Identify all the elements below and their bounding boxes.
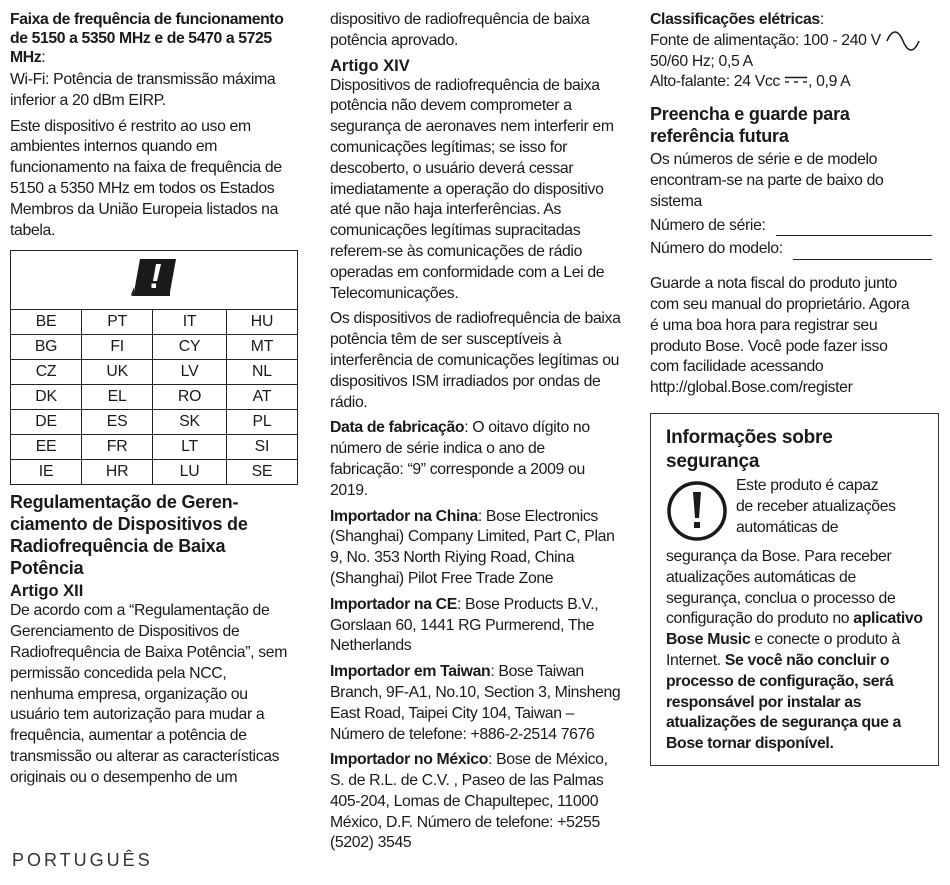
- ncc-regulation-heading: Regulamentação de Geren-ciamento de Dispositivos de Radiofrequência de Baixa Potência: [10, 492, 248, 579]
- dc-symbol-icon: [784, 76, 808, 84]
- country-row: [11, 460, 298, 485]
- country-code: DK: [11, 385, 82, 410]
- country-code: NL: [226, 360, 297, 385]
- country-code: CZ: [11, 360, 82, 385]
- country-code: EE: [11, 435, 82, 460]
- article-12-text: De acordo com a “Regulamentação de Gerenciamento de Dispositivos de Radiofrequência de Baixa Potência”, sem permissão concedida pela NCC, nenhuma empresa, organização ou usuário tem autorização para mudar a frequência, aumentar a potência de transmissão ou alterar as características originais ou o desempenho de um: [10, 602, 288, 786]
- country-code: LV: [153, 360, 227, 385]
- country-code: BE: [11, 310, 82, 335]
- mexico-importer: Importador no México: Bose de México, S. de R.L. de C.V. , Paseo de las Palmas 405-204, Lomas de Chapultepec, 11000 México, D.F. Número de telefone: +5255 (5202) 3545: [330, 751, 608, 852]
- exclamation-circle-icon: [666, 480, 728, 542]
- country-code: CY: [153, 335, 227, 360]
- country-code: IE: [11, 460, 82, 485]
- country-code: ES: [82, 410, 153, 435]
- country-code: BG: [11, 335, 82, 360]
- safety-icon-wrap: [666, 480, 736, 547]
- article-14-text: Dispositivos de radiofrequência de baixa potência não devem comprometer a segurança de aeronaves nem interferir em comunicações legítimas; se isso for descoberto, o usuário deverá cessar imediatamente a operação do dispositivo até que não haja interferências. As comunicações legítimas supracitadas referem-se às comunicações de rádio operadas em conformidade com a Lei de Telecomunicações.: [330, 76, 614, 302]
- ce-importer: Importador na CE: Bose Products B.V., Gorslaan 60, 1441 RG Purmerend, The Netherlands: [330, 595, 599, 655]
- power-supply-text-2: 50/60 Hz; 0,5 A: [650, 52, 753, 70]
- article-12-continuation: dispositivo de radiofrequência de baixa potência aprovado.: [330, 11, 590, 49]
- country-code: LU: [153, 460, 227, 485]
- serial-number-field[interactable]: Número de série:: [650, 216, 940, 237]
- safety-text-body: segurança da Bose. Para receber atualizações automáticas de segurança, conclua o processo de configuração do produto no aplicativo Bose Music e conecte o produto à Internet. Se você não concluir o processo de configuração, será responsável por instalar as atualizações de segurança que a Bose tornar disponível.: [666, 547, 923, 753]
- country-row: [11, 385, 298, 410]
- country-code: MT: [226, 335, 297, 360]
- column-1: [10, 10, 300, 789]
- language-footer: PORTUGUÊS: [12, 850, 153, 870]
- serial-number-line[interactable]: [776, 219, 932, 236]
- country-code: UK: [82, 360, 153, 385]
- column-2: [330, 10, 625, 854]
- safety-top-row: [666, 476, 928, 547]
- country-code: HU: [226, 310, 297, 335]
- country-code: PL: [226, 410, 297, 435]
- restriction-icon-cell: [11, 251, 298, 310]
- country-code: SK: [153, 410, 227, 435]
- country-code: SI: [226, 435, 297, 460]
- frequency-heading: Faixa de frequência de funcionamento de 5150 a 5350 MHz e de 5470 a 5725 MHz:: [10, 11, 284, 66]
- model-number-field[interactable]: Número do modelo:: [650, 239, 940, 260]
- country-code: EL: [82, 385, 153, 410]
- power-supply-text: Fonte de alimentação: 100 - 240 V: [650, 31, 940, 52]
- serial-location-text: Os números de série e de modelo encontram-se na parte de baixo do sistema: [650, 151, 884, 210]
- safety-info-box: [650, 413, 939, 766]
- country-code: LT: [153, 435, 227, 460]
- country-table: [10, 250, 298, 485]
- restriction-book-icon: [126, 256, 182, 300]
- speaker-text: Alto-falante: 24 Vcc , 0,9 A: [650, 73, 851, 91]
- electrical-ratings-label: Classificações elétricas:: [650, 11, 824, 28]
- wifi-power-text: Wi-Fi: Potência de transmissão máxima inferior a 20 dBm EIRP.: [10, 71, 276, 109]
- country-row: [11, 410, 298, 435]
- country-code: FI: [82, 335, 153, 360]
- safety-heading: Informações sobre segurança: [666, 426, 833, 472]
- country-code: RO: [153, 385, 227, 410]
- country-code: HR: [82, 460, 153, 485]
- country-code: DE: [11, 410, 82, 435]
- country-row: [11, 435, 298, 460]
- manufacture-date: Data de fabricação: O oitavo dígito no número de série indica o ano de fabricação: “9” corresponde a 2009 ou 2019.: [330, 419, 590, 499]
- article-14-title: Artigo XIV: [330, 56, 410, 75]
- taiwan-importer: Importador em Taiwan: Bose Taiwan Branch, 9F-A1, No.10, Section 3, Minsheng East Road, Taipei City 104, Taiwan – Número de telefone: +886-2-2514 7676: [330, 663, 621, 743]
- safety-text-top: Este produto é capaz de receber atualizações automáticas de: [736, 476, 896, 536]
- country-row: [11, 360, 298, 385]
- country-code: IT: [153, 310, 227, 335]
- susceptible-text: Os dispositivos de radiofrequência de baixa potência têm de ser susceptíveis à interferência de comunicações legítimas ou dispositivos ISM irradiados por ondas de rádio.: [330, 310, 621, 411]
- article-12-title: Artigo XII: [10, 582, 84, 601]
- country-row: [11, 335, 298, 360]
- country-code: AT: [226, 385, 297, 410]
- record-heading: Preencha e guarde para referência futura: [650, 104, 850, 147]
- country-code: FR: [82, 435, 153, 460]
- receipt-text: Guarde a nota fiscal do produto junto com seu manual do proprietário. Agora é uma boa hora para registrar seu produto Bose. Você pode fazer isso com facilidade acessando http://global.Bose.com/register: [650, 275, 910, 397]
- column-3: [650, 10, 940, 766]
- china-importer: Importador na China: Bose Electronics (Shanghai) Company Limited, Part C, Plan 9, No. 353 North Riying Road, China (Shanghai) Pilot Free Trade Zone: [330, 507, 615, 587]
- model-number-line[interactable]: [793, 243, 932, 260]
- country-code: SE: [226, 460, 297, 485]
- country-code: PT: [82, 310, 153, 335]
- country-row: [11, 310, 298, 335]
- indoor-restriction-text: Este dispositivo é restrito ao uso em ambientes internos quando em funcionamento na faixa de frequência de 5150 a 5350 MHz em todos os Estados Membros da União Europeia listados na tabela.: [10, 117, 282, 239]
- ac-sine-icon: [885, 31, 921, 51]
